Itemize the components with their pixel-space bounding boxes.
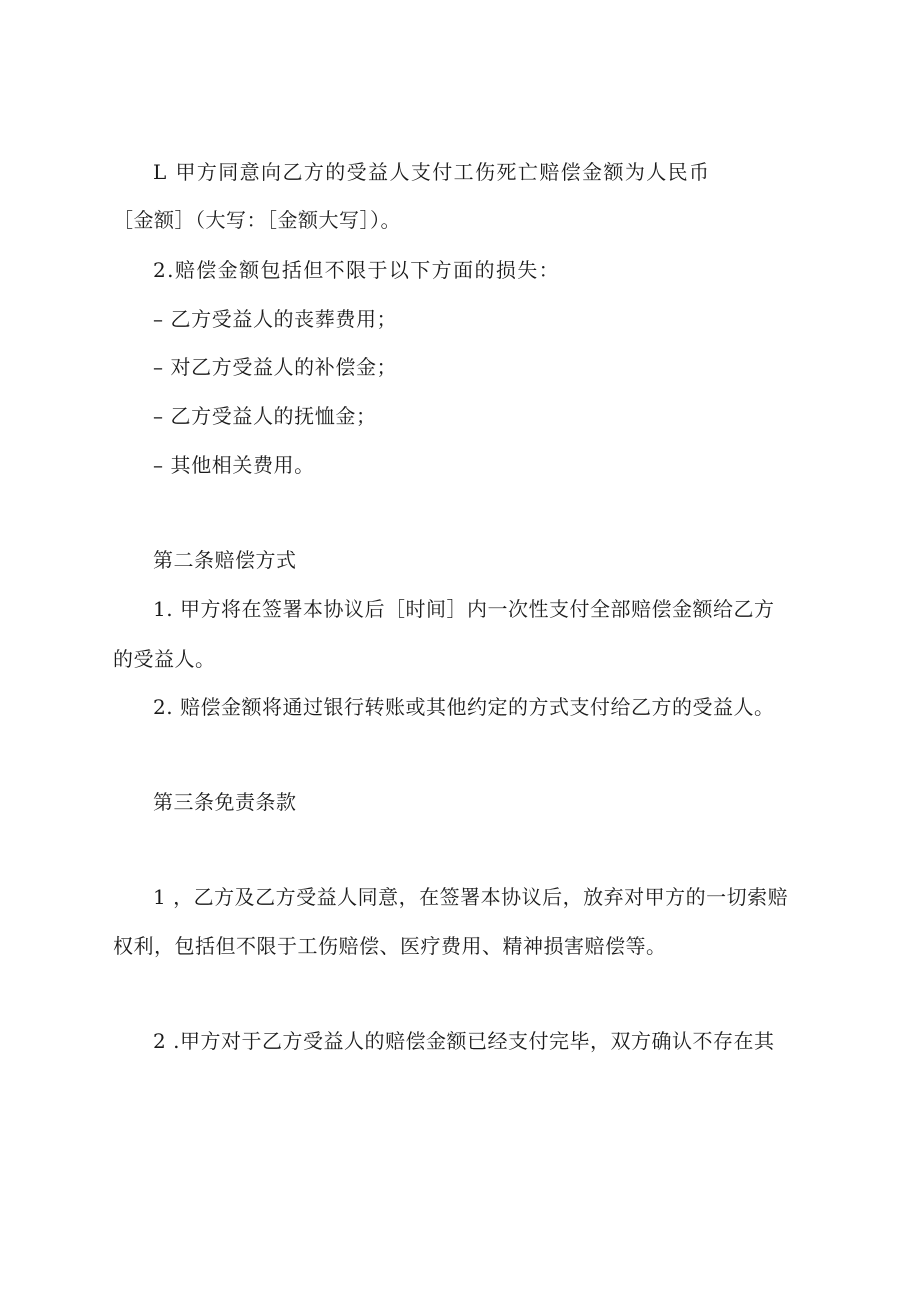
- section1-item1-line1: L 甲方同意向乙方的受益人支付工伤死亡赔偿金额为人民币: [153, 160, 711, 184]
- section1-bullet-3: – 乙方受益人的抚恤金；: [153, 404, 377, 428]
- section1-item2: 2.赔偿金额包括但不限于以下方面的损失：: [153, 258, 561, 282]
- section2-heading: 第二条赔偿方式: [153, 548, 297, 572]
- section3-item1-line2: 权利，包括但不限于工伤赔偿、医疗费用、精神损害赔偿等。: [113, 934, 667, 958]
- section2-item1-line2: 的受益人。: [113, 647, 216, 671]
- section3-item1-line1: 1 ，乙方及乙方受益人同意，在签署本协议后，放弃对甲方的一切索赔: [153, 885, 789, 909]
- section2-item1-line1: 1. 甲方将在签署本协议后［时间］内一次性支付全部赔偿金额给乙方: [153, 597, 775, 621]
- section2-item2: 2. 赔偿金额将通过银行转账或其他约定的方式支付给乙方的受益人。: [153, 695, 775, 719]
- section1-item1-line2: ［金额］（大写：［金额大写］）。: [113, 208, 401, 232]
- section3-item2-line1: 2 .甲方对于乙方受益人的赔偿金额已经支付完毕，双方确认不存在其: [153, 1029, 775, 1053]
- section1-bullet-1: – 乙方受益人的丧葬费用；: [153, 307, 398, 331]
- section1-bullet-2: – 对乙方受益人的补偿金；: [153, 355, 398, 379]
- section3-heading: 第三条免责条款: [153, 790, 297, 814]
- section1-bullet-4: – 其他相关费用。: [153, 453, 315, 477]
